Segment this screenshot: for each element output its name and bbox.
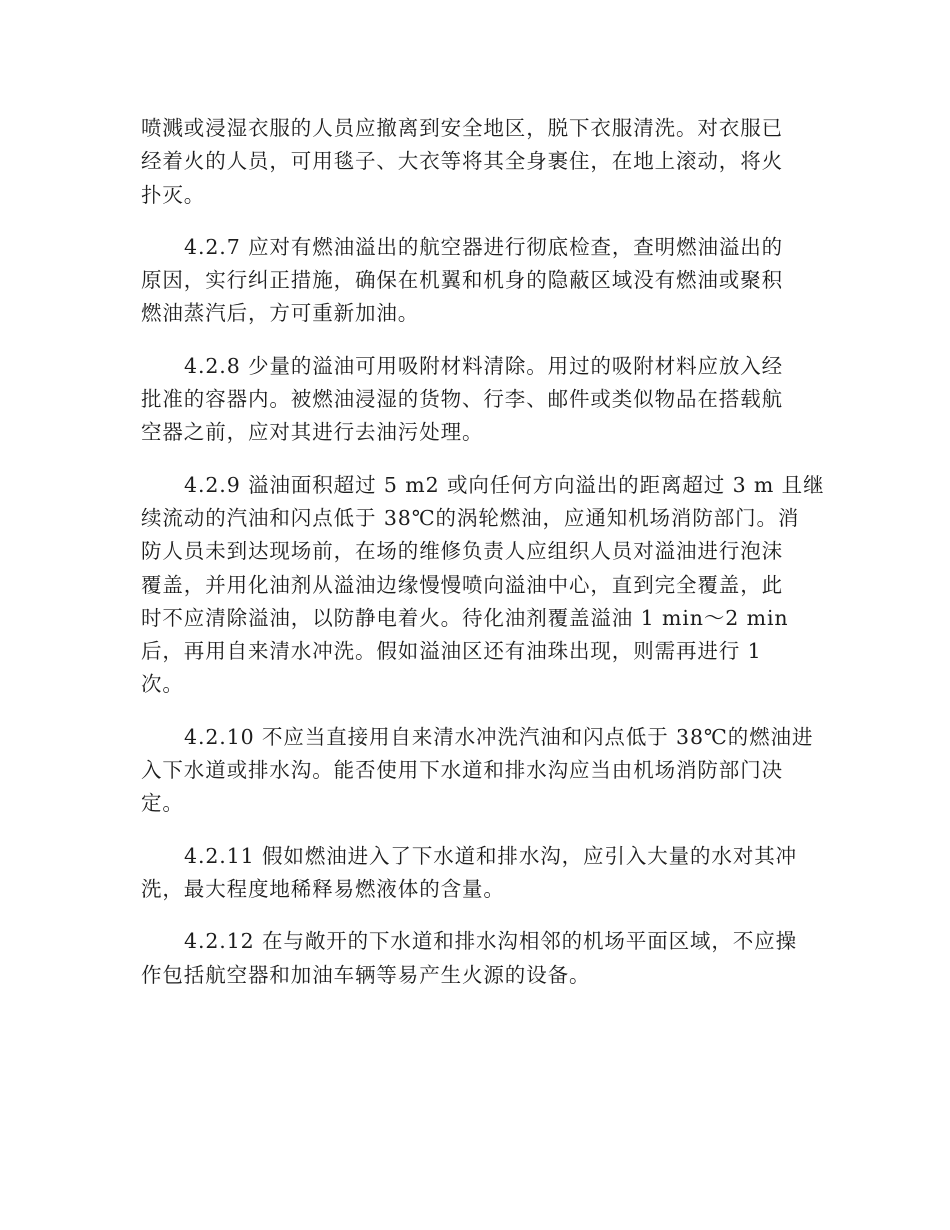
- paragraph-4-2-7: [141, 231, 821, 331]
- text-line: 防人员未到达现场前，在场的维修负责人应组织人员对溢油进行泡沫: [141, 539, 783, 564]
- text-line: 原因，实行纠正措施，确保在机翼和机身的隐蔽区域没有燃油或聚积: [141, 268, 783, 293]
- text-line: 4.2.11 假如燃油进入了下水道和排水沟，应引入大量的水对其冲: [184, 843, 798, 868]
- text-line: 后，再用自来清水冲洗。假如溢油区还有油珠出现，则需再进行 1: [141, 639, 762, 664]
- document-body: [141, 112, 825, 1011]
- text-line: 4.2.10 不应当直接用自来清水冲洗汽油和闪点低于 38℃的燃油进: [184, 724, 814, 749]
- text-line: 入下水道或排水沟。能否使用下水道和排水沟应当由机场消防部门决: [141, 758, 783, 783]
- paragraph-continuation: [141, 112, 821, 212]
- text-line: 4.2.12 在与敞开的下水道和排水沟相邻的机场平面区域，不应操: [184, 929, 798, 954]
- paragraph-4-2-12: [141, 925, 821, 992]
- text-line: 次。: [141, 672, 184, 697]
- text-line: 批准的容器内。被燃油浸湿的货物、行李、邮件或类似物品在搭载航: [141, 387, 783, 412]
- text-line: 喷溅或浸湿衣服的人员应撤离到安全地区，脱下衣服清洗。对衣服已: [141, 116, 783, 140]
- text-line: 4.2.7 应对有燃油溢出的航空器进行彻底检查，查明燃油溢出的: [184, 234, 784, 259]
- text-line: 覆盖，并用化油剂从溢油边缘慢慢喷向溢油中心，直到完全覆盖，此: [141, 572, 783, 597]
- text-line: 燃油蒸汽后，方可重新加油。: [141, 301, 420, 326]
- text-line: 4.2.9 溢油面积超过 5 m2 或向任何方向溢出的距离超过 3 m 且继: [184, 472, 825, 497]
- paragraph-4-2-10: [141, 721, 821, 821]
- text-line: 作包括航空器和加油车辆等易产生火源的设备。: [141, 962, 591, 987]
- text-line: 扑灭。: [141, 182, 206, 207]
- text-line: 续流动的汽油和闪点低于 38℃的涡轮燃油，应通知机场消防部门。消: [141, 505, 800, 530]
- text-line: 经着火的人员，可用毯子、大衣等将其全身裹住，在地上滚动，将火: [141, 149, 783, 174]
- text-line: 时不应清除溢油，以防静电着火。待化油剂覆盖溢油 1 min～2 min: [141, 605, 789, 630]
- paragraph-4-2-8: [141, 350, 821, 450]
- text-line: 定。: [141, 791, 184, 816]
- paragraph-4-2-11: [141, 840, 821, 907]
- text-line: 空器之前，应对其进行去油污处理。: [141, 420, 484, 445]
- text-line: 洗，最大程度地稀释易燃液体的含量。: [141, 876, 505, 901]
- paragraph-4-2-9: [141, 469, 825, 702]
- text-line: 4.2.8 少量的溢油可用吸附材料清除。用过的吸附材料应放入经: [184, 353, 784, 378]
